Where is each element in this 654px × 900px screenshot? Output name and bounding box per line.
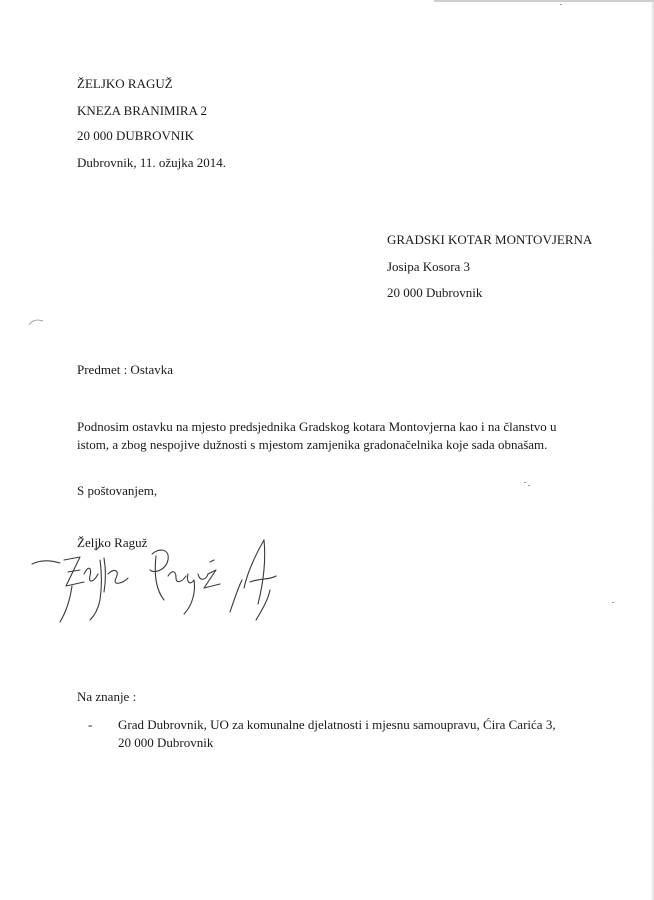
recipient-city: 20 000 Dubrovnik (387, 285, 483, 300)
handwritten-signature (30, 530, 290, 630)
sender-name: ŽELJKO RAGUŽ (77, 76, 173, 91)
scan-speck (612, 602, 614, 603)
scan-speck (524, 482, 526, 483)
recipient-street: Josipa Kosora 3 (387, 259, 471, 274)
signer-name: Željko Raguž (77, 535, 148, 550)
letter-date: Dubrovnik, 11. ožujka 2014. (77, 155, 226, 170)
sender-city: 20 000 DUBROVNIK (77, 128, 194, 143)
cc-list-item (88, 716, 568, 752)
scan-speck (560, 4, 562, 5)
cc-bullet: - (88, 717, 93, 732)
scan-edge-top (434, 0, 654, 2)
cc-list (88, 716, 568, 752)
letter-body: Podnosim ostavku na mjesto predsjednika Gradskog kotara Montovjerna kao i na članstvo u istom, a zbog nespojive dužnosti s mjestom zamjenika gradonačelnika koje sada obnašam. (77, 419, 557, 452)
recipient-name: GRADSKI KOTAR MONTOVJERNA (387, 232, 593, 247)
letter-subject: Predmet : Ostavka (77, 362, 174, 377)
cc-item-text: Grad Dubrovnik, UO za komunalne djelatnosti i mjesnu samoupravu, Ćira Carića 3, 20 000 Dubrovnik (118, 717, 556, 750)
scan-speck (528, 485, 530, 486)
scan-mark (28, 318, 44, 326)
cc-label: Na znanje : (77, 689, 137, 704)
letter-greeting: S poštovanjem, (77, 483, 158, 498)
sender-street: KNEZA BRANIMIRA 2 (77, 103, 208, 118)
